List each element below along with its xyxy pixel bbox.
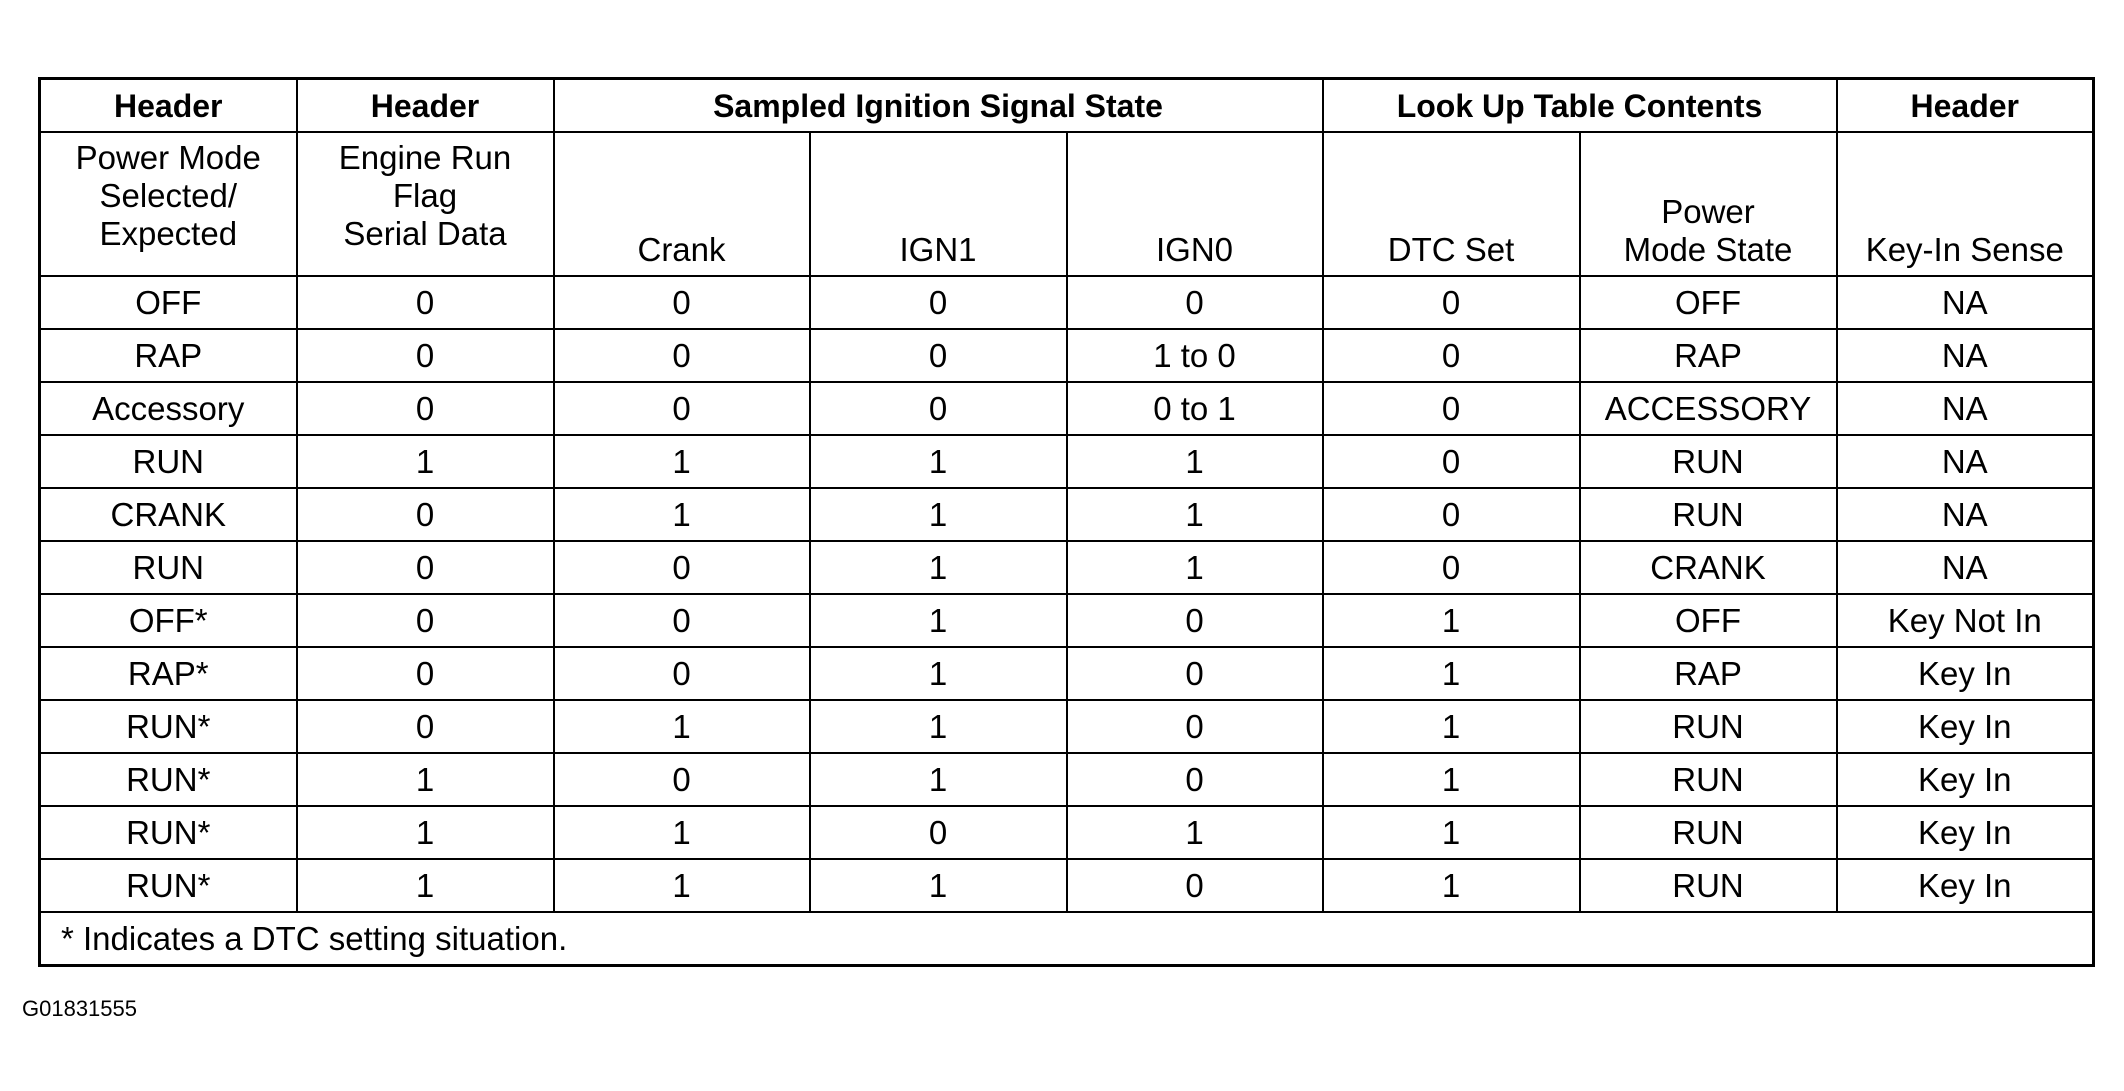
table-row [40, 700, 2094, 753]
table-row [40, 488, 2094, 541]
table-cell: 1 [1067, 488, 1323, 541]
table-cell: 0 [554, 276, 810, 329]
table-cell: NA [1837, 276, 2094, 329]
table-cell: 1 [810, 859, 1067, 912]
table-cell: 1 [810, 488, 1067, 541]
group-header: Header [40, 79, 297, 133]
table-body [40, 276, 2094, 912]
table-cell: NA [1837, 329, 2094, 382]
table-cell: RUN [40, 435, 297, 488]
table-cell: NA [1837, 382, 2094, 435]
table-cell: Key In [1837, 806, 2094, 859]
table-cell: 1 [1323, 753, 1580, 806]
table-cell: RUN [1580, 700, 1837, 753]
table-cell: 1 [1323, 700, 1580, 753]
group-header-row [40, 79, 2094, 133]
table-cell: RUN [40, 541, 297, 594]
column-header-label: Power Mode Selected/ Expected [75, 139, 261, 252]
table-cell: 0 [1323, 276, 1580, 329]
table-cell: Key Not In [1837, 594, 2094, 647]
table-cell: 0 [1323, 329, 1580, 382]
column-header-label: Power Mode State [1623, 193, 1793, 268]
table-cell: 0 [1323, 435, 1580, 488]
table-cell: RUN [1580, 806, 1837, 859]
table-cell: RUN* [40, 806, 297, 859]
table-cell: 0 [1323, 541, 1580, 594]
table-cell: Key In [1837, 647, 2094, 700]
table-cell: Key In [1837, 700, 2094, 753]
group-header: Header [297, 79, 554, 133]
table-cell: 1 [554, 488, 810, 541]
table-cell: RUN [1580, 488, 1837, 541]
column-header-key-in-sense [1837, 132, 2094, 276]
table-cell: 1 to 0 [1067, 329, 1323, 382]
table-cell: Key In [1837, 753, 2094, 806]
table-cell: 1 [297, 859, 554, 912]
table-cell: 1 [297, 753, 554, 806]
table-cell: 1 [554, 859, 810, 912]
table-cell: 0 [297, 594, 554, 647]
table-cell: 1 [297, 806, 554, 859]
table-cell: RUN* [40, 753, 297, 806]
table-cell: RAP [40, 329, 297, 382]
table-cell: 1 [810, 700, 1067, 753]
group-header: Header [1837, 79, 2094, 133]
table-cell: 0 [297, 382, 554, 435]
table-cell: 0 [297, 329, 554, 382]
table-cell: 0 [554, 541, 810, 594]
table-cell: Key In [1837, 859, 2094, 912]
column-header-row [40, 132, 2094, 276]
table-cell: 1 [1323, 647, 1580, 700]
table-cell: RUN [1580, 859, 1837, 912]
table-cell: ACCESSORY [1580, 382, 1837, 435]
table-cell: CRANK [1580, 541, 1837, 594]
footnote-row [40, 912, 2094, 966]
table-cell: 0 [554, 594, 810, 647]
column-header-power-mode-state [1580, 132, 1837, 276]
table-row [40, 594, 2094, 647]
table-cell: 0 [554, 329, 810, 382]
table-row [40, 541, 2094, 594]
table-cell: RAP* [40, 647, 297, 700]
table-row [40, 435, 2094, 488]
table-cell: 0 [297, 541, 554, 594]
figure-id: G01831555 [22, 996, 137, 1021]
column-header-crank [554, 132, 810, 276]
column-header-label: IGN1 [899, 231, 977, 268]
table-cell: 1 [1067, 435, 1323, 488]
table-cell: 0 [297, 488, 554, 541]
column-header-ign1 [810, 132, 1067, 276]
table-cell: 0 [554, 753, 810, 806]
table-cell: 1 [810, 541, 1067, 594]
power-mode-table [38, 77, 2095, 967]
table-row [40, 859, 2094, 912]
table-cell: 0 [297, 276, 554, 329]
table-cell: 0 [810, 382, 1067, 435]
table-cell: 1 [810, 594, 1067, 647]
table-cell: 0 to 1 [1067, 382, 1323, 435]
table-row [40, 647, 2094, 700]
table-cell: 1 [1067, 806, 1323, 859]
table-cell: 0 [1323, 488, 1580, 541]
table-cell: 0 [1067, 753, 1323, 806]
table-cell: RAP [1580, 329, 1837, 382]
column-header-label: Key-In Sense [1865, 231, 2064, 268]
table-cell: 0 [554, 647, 810, 700]
table-cell: 0 [1067, 647, 1323, 700]
table-cell: 0 [1067, 594, 1323, 647]
table-cell: 1 [1323, 594, 1580, 647]
table-cell: NA [1837, 541, 2094, 594]
table-cell: 0 [810, 276, 1067, 329]
table-cell: RUN* [40, 859, 297, 912]
table-cell: RUN* [40, 700, 297, 753]
table-cell: Accessory [40, 382, 297, 435]
table-cell: 1 [810, 435, 1067, 488]
table-row [40, 382, 2094, 435]
table-cell: 1 [1323, 806, 1580, 859]
table-cell: 0 [1067, 700, 1323, 753]
table-cell: 1 [1323, 859, 1580, 912]
table-cell: RUN [1580, 753, 1837, 806]
table-cell: OFF [1580, 276, 1837, 329]
column-header-label: IGN0 [1155, 231, 1234, 268]
column-header-label: Crank [637, 231, 726, 268]
column-header-power-mode [40, 132, 297, 276]
column-header-ign0 [1067, 132, 1323, 276]
table-row [40, 753, 2094, 806]
table-row [40, 806, 2094, 859]
table-cell: OFF [1580, 594, 1837, 647]
column-header-label: DTC Set [1387, 231, 1515, 268]
column-header-label: Engine Run Flag Serial Data [338, 139, 512, 252]
table-cell: RAP [1580, 647, 1837, 700]
table-row [40, 276, 2094, 329]
table-cell: 0 [1067, 859, 1323, 912]
table-cell: OFF [40, 276, 297, 329]
table-cell: CRANK [40, 488, 297, 541]
table-cell: 1 [1067, 541, 1323, 594]
footnote: * Indicates a DTC setting situation. [40, 912, 2094, 966]
table-cell: 1 [297, 435, 554, 488]
table-cell: 0 [810, 806, 1067, 859]
table-cell: OFF* [40, 594, 297, 647]
table-cell: 1 [810, 647, 1067, 700]
table-cell: 0 [1067, 276, 1323, 329]
group-header-sampled-ignition: Sampled Ignition Signal State [554, 79, 1323, 133]
table-cell: 1 [810, 753, 1067, 806]
column-header-engine-run-flag [297, 132, 554, 276]
table-cell: 1 [554, 806, 810, 859]
table-cell: 0 [297, 700, 554, 753]
table-row [40, 329, 2094, 382]
table-cell: 0 [554, 382, 810, 435]
table-cell: 1 [554, 700, 810, 753]
table-cell: 0 [1323, 382, 1580, 435]
table-cell: 1 [554, 435, 810, 488]
table-cell: NA [1837, 488, 2094, 541]
column-header-dtc-set [1323, 132, 1580, 276]
table-cell: 0 [810, 329, 1067, 382]
table-cell: 0 [297, 647, 554, 700]
group-header-lookup-table: Look Up Table Contents [1323, 79, 1837, 133]
table-cell: RUN [1580, 435, 1837, 488]
table-cell: NA [1837, 435, 2094, 488]
